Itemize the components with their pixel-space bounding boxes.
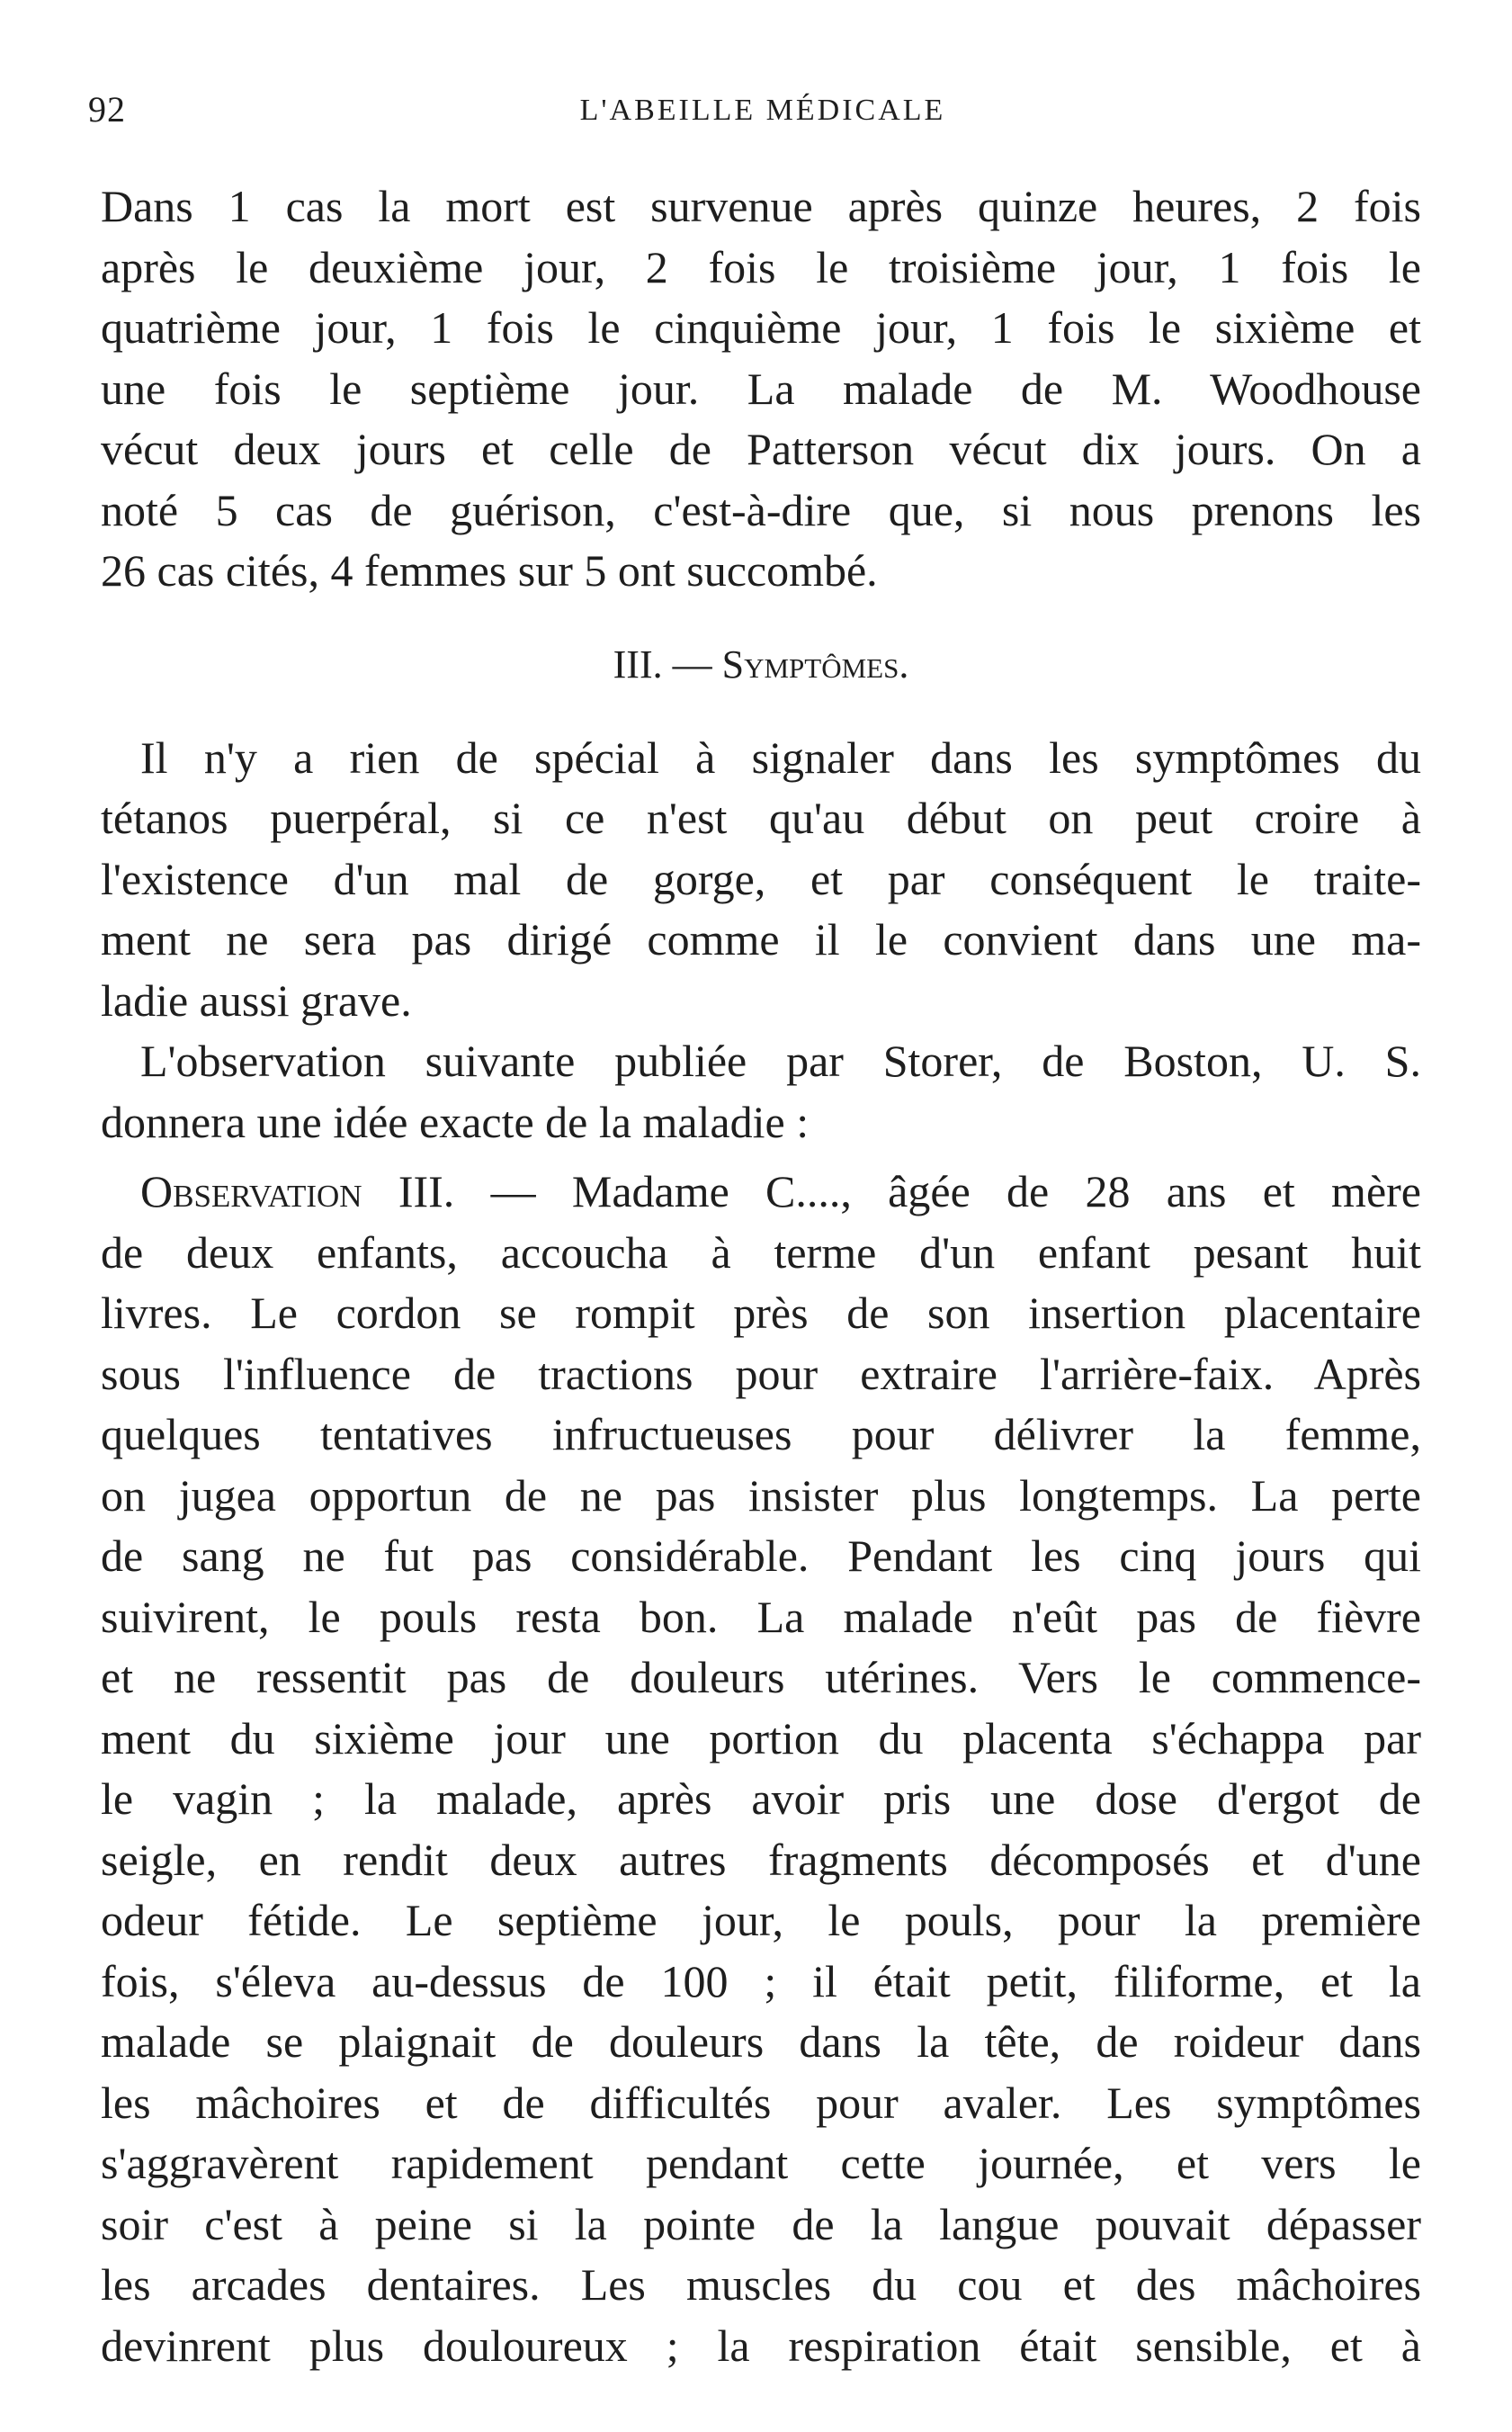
text-line: L'observation suivante publiée par Storer, de Boston, U. S.	[140, 1036, 1421, 1086]
text-line: soir c'est à peine si la pointe de la langue pouvait dépasser	[101, 2198, 1421, 2249]
text-line: après le deuxième jour, 2 fois le troisième jour, 1 fois le	[101, 241, 1421, 292]
text-line: quelques tentatives infructueuses pour délivrer la femme,	[101, 1409, 1421, 1459]
text-line: on jugea opportun de ne pas insister plus longtemps. La perte	[101, 1469, 1421, 1521]
text-line: tétanos puerpéral, si ce n'est qu'au début on peut croire à	[101, 793, 1421, 843]
text-line: quatrième jour, 1 fois le cinquième jour, 1 fois le sixième et	[101, 302, 1421, 353]
text-line: noté 5 cas de guérison, c'est-à-dire que, si nous prenons les	[101, 484, 1421, 535]
text-line: fois, s'éleva au-dessus de 100 ; il était petit, filiforme, et la	[101, 1955, 1421, 2006]
paragraph-storer	[101, 1031, 1421, 1153]
text-line: odeur fétide. Le septième jour, le pouls, pour la première	[101, 1895, 1421, 1945]
text-line: de deux enfants, accoucha à terme d'un enfant pesant huit	[101, 1226, 1421, 1278]
text-line: l'existence d'un mal de gorge, et par conséquent le traite-	[101, 853, 1421, 904]
text-line: suivirent, le pouls resta bon. La malade n'eût pas de fièvre	[101, 1591, 1421, 1642]
text-line: seigle, en rendit deux autres fragments décomposés et d'une	[101, 1834, 1421, 1885]
text-line: ment ne sera pas dirigé comme il le convient dans une ma-	[101, 914, 1421, 965]
running-head: L'ABEILLE MÉDICALE	[579, 94, 946, 127]
text-line	[101, 1162, 1421, 1223]
text-line: les mâchoires et de difficultés pour avaler. Les symptômes	[101, 2077, 1421, 2128]
page-number: 92	[88, 89, 126, 130]
section-heading	[101, 602, 1421, 728]
page-header	[88, 88, 1437, 142]
observation-first-line: — Madame C...., âgée de 28 ans et mère	[454, 1166, 1421, 1216]
text-line: vécut deux jours et celle de Patterson vécut dix jours. On a	[101, 424, 1421, 474]
text-line: 26 cas cités, 4 femmes sur 5 ont succombé.	[101, 545, 878, 596]
text-line: le vagin ; la malade, après avoir pris une dose d'ergot de	[101, 1773, 1421, 1824]
section-number: III. —	[613, 642, 712, 687]
text-line: ment du sixième jour une portion du placenta s'échappa par	[101, 1712, 1421, 1763]
text-line: de sang ne fut pas considérable. Pendant les cinq jours qui	[101, 1530, 1421, 1581]
section-title: Symptômes.	[721, 642, 909, 687]
text-line: et ne ressentit pas de douleurs utérines. Vers le commence-	[101, 1652, 1421, 1702]
text-line: Il n'y a rien de spécial à signaler dans les symptômes du	[140, 731, 1421, 783]
text-line: ladie aussi grave.	[101, 974, 412, 1026]
text-line: une fois le septième jour. La malade de M. Woodhouse	[101, 363, 1421, 414]
observation-label: Observation III.	[140, 1166, 455, 1216]
text-line: les arcades dentaires. Les muscles du cou et des mâchoires	[101, 2259, 1421, 2310]
text-line: sous l'influence de tractions pour extraire l'arrière-faix. Après	[101, 1348, 1421, 1399]
text-line: Dans 1 cas la mort est survenue après quinze heures, 2 fois	[101, 181, 1421, 231]
text-line: donnera une idée exacte de la maladie :	[101, 1096, 810, 1147]
observation-paragraph	[101, 1162, 1421, 2376]
paragraph-death-timing	[101, 176, 1421, 602]
body-text	[101, 176, 1421, 2376]
paragraph-symptoms	[101, 728, 1421, 1032]
text-line: devinrent plus douloureux ; la respiration était sensible, et à	[101, 2320, 1421, 2371]
text-line: s'aggravèrent rapidement pendant cette journée, et vers le	[101, 2138, 1421, 2188]
text-line: malade se plaignait de douleurs dans la tête, de roideur dans	[101, 2016, 1421, 2067]
text-line: livres. Le cordon se rompit près de son insertion placentaire	[101, 1288, 1421, 1338]
